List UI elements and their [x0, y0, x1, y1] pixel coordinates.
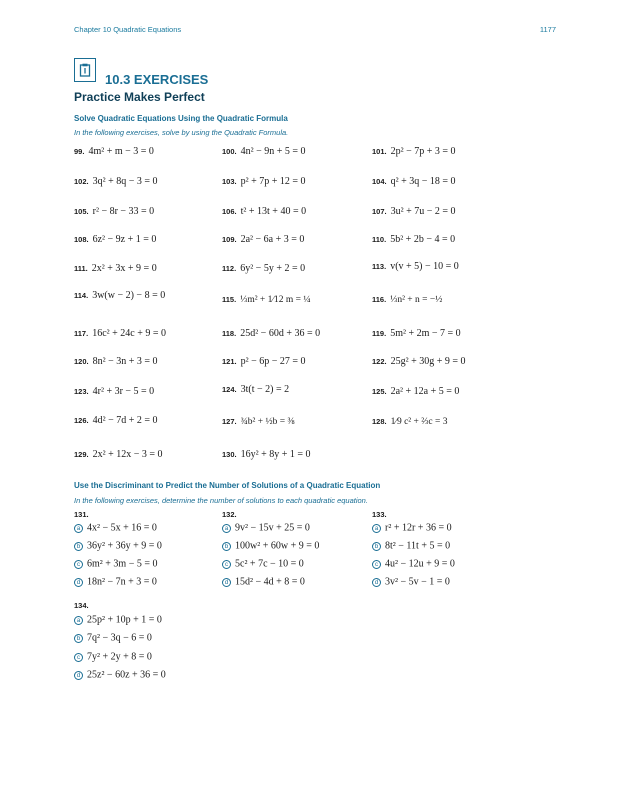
option-label: b — [372, 542, 381, 551]
exercise: 122. 25g² + 30g + 9 = 0 — [372, 356, 466, 367]
exercise: 116. ⅓n² + n = −½ — [372, 295, 443, 305]
option: a 25p² + 10p + 1 = 0 — [74, 613, 162, 627]
page-header — [74, 25, 556, 37]
exercise: 121. p² − 6p − 27 = 0 — [222, 356, 306, 367]
exercise: 128. 1⁄9 c² + ⅔c = 3 — [372, 417, 448, 427]
option: a r² + 12r + 36 = 0 — [372, 521, 452, 535]
instruction: In the following exercises, determine the number of solutions to each quadratic equation. — [74, 496, 368, 505]
option-label: a — [222, 524, 231, 533]
option-label: b — [74, 634, 83, 643]
exercise: 117. 16c² + 24c + 9 = 0 — [74, 328, 166, 339]
exercise-number: 133. — [372, 510, 387, 519]
exercise: 105. r² − 8r − 33 = 0 — [74, 206, 155, 217]
subsection-heading: Solve Quadratic Equations Using the Quadratic Formula — [74, 114, 288, 123]
option-label: c — [74, 653, 83, 662]
exercise: 130. 16y² + 8y + 1 = 0 — [222, 449, 311, 460]
option: b 36y² + 36y + 9 = 0 — [74, 539, 162, 553]
option-label: c — [222, 560, 231, 569]
option: c 7y² + 2y + 8 = 0 — [74, 650, 152, 664]
exercise: 120. 8n² − 3n + 3 = 0 — [74, 356, 158, 367]
option: d 25z² − 60z + 36 = 0 — [74, 668, 166, 682]
option: b 100w² + 60w + 9 = 0 — [222, 539, 319, 553]
option: c 5c² + 7c − 10 = 0 — [222, 557, 304, 571]
option: b 8t² − 11t + 5 = 0 — [372, 539, 450, 553]
option: a 4x² − 5x + 16 = 0 — [74, 521, 157, 535]
option-label: d — [74, 671, 83, 680]
section-subtitle: Practice Makes Perfect — [74, 90, 205, 104]
exercise: 106. t² + 13t + 40 = 0 — [222, 206, 307, 217]
exercise: 104. q² + 3q − 18 = 0 — [372, 176, 456, 187]
option: b 7q² − 3q − 6 = 0 — [74, 631, 152, 645]
exercise-number: 134. — [74, 601, 89, 610]
exercise: 101. 2p² − 7p + 3 = 0 — [372, 146, 456, 157]
exercise: 114. 3w(w − 2) − 8 = 0 — [74, 290, 166, 301]
page-number: 1177 — [539, 25, 556, 34]
option: d 15d² − 4d + 8 = 0 — [222, 575, 305, 589]
option: c 6m² + 3m − 5 = 0 — [74, 557, 157, 571]
exercise: 110. 5b² + 2b − 4 = 0 — [372, 234, 456, 245]
exercise: 103. p² + 7p + 12 = 0 — [222, 176, 306, 187]
option: d 18n² − 7n + 3 = 0 — [74, 575, 157, 589]
exercise: 113. v(v + 5) − 10 = 0 — [372, 261, 459, 272]
exercise: 99. 4m² + m − 3 = 0 — [74, 146, 154, 157]
exercise: 118. 25d² − 60d + 36 = 0 — [222, 328, 321, 339]
exercise: 124. 3t(t − 2) = 2 — [222, 384, 290, 395]
chapter-title: Chapter 10 Quadratic Equations — [74, 25, 182, 34]
instruction: In the following exercises, solve by using the Quadratic Formula. — [74, 128, 289, 137]
exercise: 112. 6y² − 5y + 2 = 0 — [222, 263, 306, 274]
option-label: b — [74, 542, 83, 551]
option-label: c — [74, 560, 83, 569]
option: c 4u² − 12u + 9 = 0 — [372, 557, 455, 571]
exercise: 100. 4n² − 9n + 5 = 0 — [222, 146, 306, 157]
exercise: 111. 2x² + 3x + 9 = 0 — [74, 263, 157, 274]
exercise: 107. 3u² + 7u − 2 = 0 — [372, 206, 456, 217]
section-title: 10.3 EXERCISES — [105, 72, 209, 87]
exercise: 109. 2a² − 6a + 3 = 0 — [222, 234, 305, 245]
exercise: 115. ⅓m² + 1⁄12 m = ¼ — [222, 295, 311, 305]
exercise: 129. 2x² + 12x − 3 = 0 — [74, 449, 163, 460]
exercise-number: 132. — [222, 510, 237, 519]
exercise: 125. 2a² + 12a + 5 = 0 — [372, 386, 460, 397]
exercise: 108. 6z² − 9z + 1 = 0 — [74, 234, 157, 245]
option: a 9v² − 15v + 25 = 0 — [222, 521, 310, 535]
option-label: a — [74, 524, 83, 533]
option-label: d — [372, 578, 381, 587]
exercise: 119. 5m² + 2m − 7 = 0 — [372, 328, 461, 339]
exercise: 123. 4r² + 3r − 5 = 0 — [74, 386, 155, 397]
option: d 3v² − 5v − 1 = 0 — [372, 575, 450, 589]
option-label: a — [372, 524, 381, 533]
option-label: d — [74, 578, 83, 587]
exercise-number: 131. — [74, 510, 89, 519]
option-label: b — [222, 542, 231, 551]
option-label: a — [74, 616, 83, 625]
option-label: d — [222, 578, 231, 587]
exercise: 126. 4d² − 7d + 2 = 0 — [74, 415, 158, 426]
subsection-heading: Use the Discriminant to Predict the Number of Solutions of a Quadratic Equation — [74, 481, 381, 490]
exercise: 127. ¾b² + ½b = ⅜ — [222, 417, 295, 427]
exercise: 102. 3q² + 8q − 3 = 0 — [74, 176, 158, 187]
clipboard-icon — [74, 58, 96, 82]
option-label: c — [372, 560, 381, 569]
